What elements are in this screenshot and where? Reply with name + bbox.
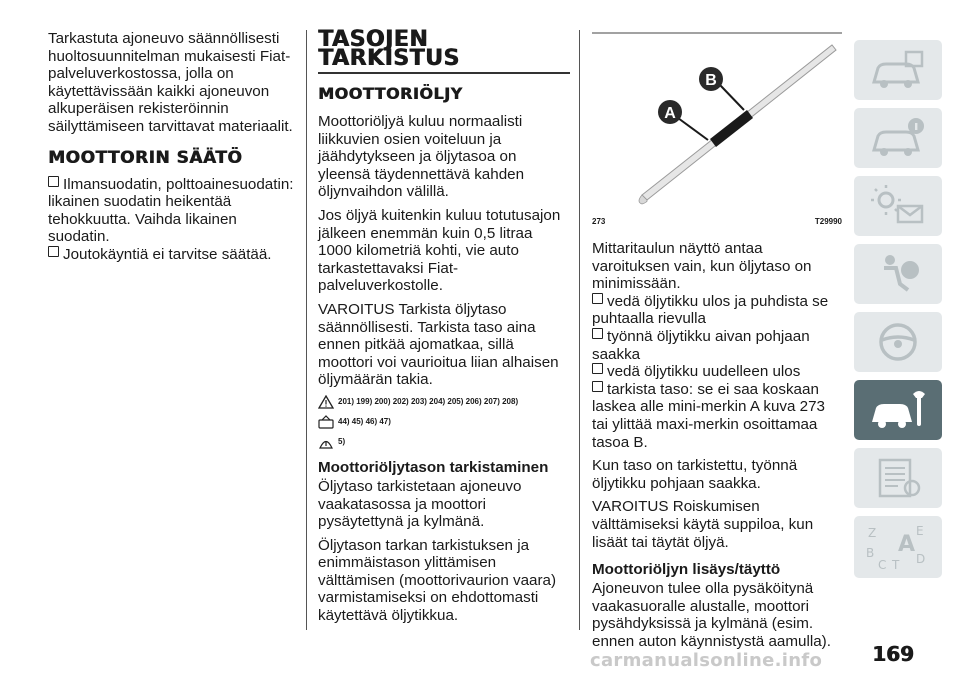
oil-check-paragraph: Öljytaso tarkistetaan ajoneuvo vaakatasossa ja moottori pysäytettynä ja kylmänä. (318, 477, 522, 531)
tab-car-overview[interactable] (854, 108, 942, 168)
bullet-idle: Joutokäyntiä ei tarvitse säätää. (48, 246, 298, 264)
column-divider (306, 30, 307, 630)
tab-maintenance[interactable] (854, 380, 942, 440)
alphabet-index-icon (862, 521, 934, 573)
bullet-pull-dipstick: vedä öljytikku ulos ja puhdista se puhtaalla rievulla (592, 293, 842, 328)
page-title (318, 27, 570, 74)
car-info-icon (868, 48, 928, 92)
title-line-2: TARKISTUS (318, 46, 460, 71)
bullet-check-level: tarkista taso: se ei saa koskaan laskea alle mini-merkin A kuva 273 tai ylittää maxi-merkin osoittamaa tasoa B. (592, 381, 842, 451)
column-1 (48, 30, 298, 264)
figure-number: 273 (592, 217, 606, 226)
callout-line-a (678, 118, 708, 140)
car-info-circle-icon (868, 116, 928, 160)
column-2 (318, 27, 570, 625)
chapter-tabs (854, 40, 944, 586)
title-line-1: TASOJEN (318, 27, 428, 52)
bullet-pull-again: vedä öljytikku uudelleen ulos (592, 363, 842, 381)
figure-code: T29990 (814, 217, 842, 226)
after-check-paragraph: Kun taso on tarkistettu, työnnä öljytikku pohjaan saakka. (592, 457, 798, 492)
warning-paragraph: VAROITUS Tarkista öljytaso säännöllisesti. Tarkista taso aina ennen pitkää ajomatkaa, sillä moottori voi vaurioitua liian alhaisen öljymäärän takia. (318, 300, 559, 389)
callout-a-label: A (664, 105, 676, 122)
environment-icon (318, 435, 334, 449)
watermark: carmanualsonline.info (590, 650, 823, 671)
callout-line-b (720, 85, 744, 110)
subheading-oil-refill: Moottoriöljyn lisäys/täyttö (592, 561, 781, 579)
dipstick-paragraph: Öljytason tarkan tarkistuksen ja enimmäistason ylittämisen välttämisen (moottorivaurion vaara) varmistamiseksi on ehdottomasti käytettävä öljytikkua. (318, 536, 557, 625)
svg-text:Z: Z (868, 526, 877, 540)
section-heading-engine-tuning: MOOTTORIN SÄÄTÖ (48, 147, 243, 168)
svg-text:C: C (878, 558, 887, 572)
airbag-icon (868, 252, 928, 296)
warning-reference-3 (318, 435, 570, 449)
steering-wheel-icon (868, 320, 928, 364)
tab-warning-lights[interactable] (854, 176, 942, 236)
dashboard-warning-paragraph: Mittaritaulun näyttö antaa varoituksen vain, kun öljytaso on minimissään. (592, 240, 812, 293)
figure-caption (592, 217, 842, 226)
tab-car-info[interactable] (854, 40, 942, 100)
svg-text:B: B (866, 546, 875, 560)
warning-refs-text: 201) 199) 200) 202) 203) 204) 205) 206) 207) 208) (338, 397, 519, 407)
tab-safety[interactable] (854, 244, 942, 304)
page-number: 169 (872, 642, 914, 666)
warning-refs-text: 44) 45) 46) 47) (338, 417, 391, 427)
svg-text:A: A (898, 532, 916, 557)
tab-index[interactable] (854, 516, 942, 578)
oil-consumption-paragraph: Moottoriöljyä kuluu normaalisti liikkuvien osien voiteluun ja jäähdytykseen ja öljytasoa on yleensä täydennettävä kahden öljynvaihdon välillä. (318, 113, 525, 201)
warning-refs-text: 5) (338, 437, 346, 447)
funnel-warning-paragraph: VAROITUS Roiskumisen välttämiseksi käytä suppiloa, kun lisäät tai täytät öljyä. (592, 498, 814, 551)
dipstick-level-mark (710, 110, 753, 147)
svg-text:E: E (916, 524, 924, 538)
warning-reference-2 (318, 415, 570, 429)
warning-reference-1 (318, 395, 570, 409)
car-wrench-icon (868, 388, 928, 432)
oil-excess-paragraph: Jos öljyä kuitenkin kuluu totutusajon jälkeen enemmän kuin 0,5 litraa 1000 kilometriä kohti, vie auto tarkastettavaksi Fiat-palveluverkostolle. (318, 206, 561, 295)
svg-text:D: D (916, 552, 926, 566)
column-divider (579, 30, 580, 630)
callout-b-label: B (705, 72, 717, 89)
intro-paragraph: Tarkastuta ajoneuvo säännöllisesti huoltosuunnitelman mukaisesti Fiat-palveluverkostossa, jolla on käytettävissään kaikki ajoneuvon alkuperäisen rekisteröinnin säilyttämiseen tarvittavat materiaalit. (48, 30, 293, 135)
dipstick-illustration (592, 30, 842, 210)
warning-lights-icon (868, 184, 928, 228)
column-3 (592, 30, 842, 650)
subheading-engine-oil: MOOTTORIÖLJY (318, 84, 463, 103)
bullet-filters: Ilmansuodatin, polttoainesuodatin: likainen suodatin heikentää tehokkuutta. Vaihda likainen suodatin. (48, 176, 298, 246)
subheading-oil-level-check: Moottoriöljytason tarkistaminen (318, 458, 549, 476)
tab-specifications[interactable] (854, 448, 942, 508)
dipstick-figure (592, 30, 842, 230)
svg-text:T: T (892, 558, 900, 572)
warning-triangle-icon (318, 395, 334, 409)
bullet-push-dipstick: työnnä öljytikku aivan pohjaan saakka (592, 328, 842, 363)
hand-warning-icon (318, 415, 334, 429)
specifications-icon (868, 456, 928, 500)
refill-paragraph: Ajoneuvon tulee olla pysäköitynä vaakasuoralle alustalle, moottori pysähdyksissä ja kylmänä (esim. ennen auton käynnistystä aamulla). (592, 580, 831, 650)
tab-driving[interactable] (854, 312, 942, 372)
